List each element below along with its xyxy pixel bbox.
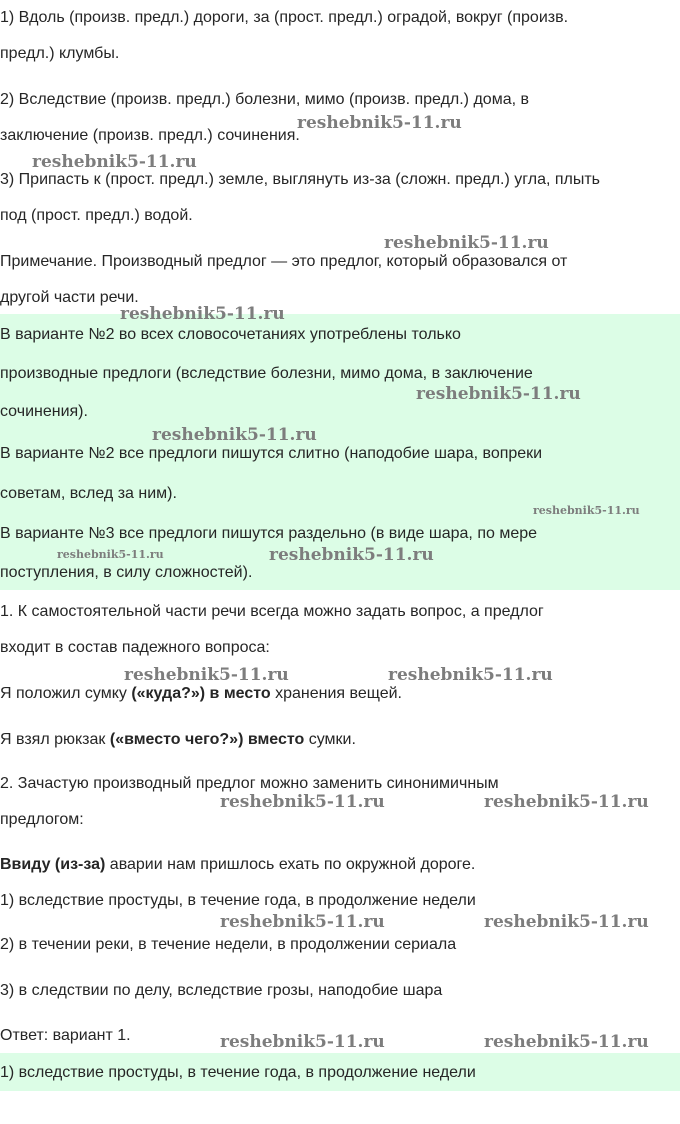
statement-3-line-2: поступления, в силу сложностей). [0, 564, 253, 581]
watermark: reshebnik5-11.ru [388, 665, 553, 685]
exercise-option-1-line-1: 1) Вдоль (произв. предл.) дороги, за (прост. предл.) оградой, вокруг (произв. [0, 9, 569, 26]
example-1 [0, 684, 402, 704]
statement-3-line-1: В варианте №3 все предлоги пишутся раздельно (в виде шара, по мере [0, 525, 538, 542]
watermark: reshebnik5-11.ru [220, 792, 385, 812]
note-line-2: другой части речи. [0, 289, 139, 306]
example-3 [0, 855, 475, 875]
watermark: reshebnik5-11.ru [484, 792, 649, 812]
watermark: reshebnik5-11.ru [120, 304, 285, 324]
watermark: reshebnik5-11.ru [124, 665, 289, 685]
watermark: reshebnik5-11.ru [57, 548, 164, 561]
example-2-bold: («вместо чего?») вместо [109, 731, 305, 748]
question-option-1: 1) вследствие простуды, в течение года, в продолжение недели [0, 892, 476, 909]
exercise-option-3-line-2: под (прост. предл.) водой. [0, 207, 193, 224]
rule-1-line-1: 1. К самостоятельной части речи всегда можно задать вопрос, а предлог [0, 603, 544, 620]
example-1-pre: Я положил сумку [0, 685, 132, 702]
example-3-bold: Ввиду (из-за) [0, 856, 106, 873]
statement-2-line-2: советам, вслед за ним). [0, 485, 177, 502]
example-1-bold: («куда?») в место [131, 685, 271, 702]
exercise-option-3-line-1: 3) Припасть к (прост. предл.) земле, выглянуть из-за (сложн. предл.) угла, плыть [0, 171, 601, 188]
rule-2-line-1: 2. Зачастую производный предлог можно заменить синонимичным [0, 775, 499, 792]
rule-2-line-2: предлогом: [0, 811, 84, 828]
question-option-2: 2) в течении реки, в течение недели, в продолжении сериала [0, 936, 457, 953]
rule-1-line-2: входит в состав падежного вопроса: [0, 639, 270, 656]
question-option-3: 3) в следствии по делу, вследствие грозы, наподобие шара [0, 982, 443, 999]
note-line-1: Примечание. Производный предлог — это предлог, который образовался от [0, 253, 568, 270]
answer-highlight [0, 1053, 680, 1091]
exercise-option-2-line-1: 2) Вследствие (произв. предл.) болезни, мимо (произв. предл.) дома, в [0, 91, 529, 108]
example-2-pre: Я взял рюкзак [0, 731, 110, 748]
statement-1-line-2: производные предлоги (вследствие болезни, мимо дома, в заключение [0, 365, 533, 382]
watermark: reshebnik5-11.ru [416, 384, 581, 404]
exercise-option-2-line-2: заключение (произв. предл.) сочинения. [0, 127, 300, 144]
watermark: reshebnik5-11.ru [484, 1032, 649, 1052]
answer-highlight-text: 1) вследствие простуды, в течение года, в продолжение недели [0, 1064, 476, 1081]
watermark: reshebnik5-11.ru [484, 912, 649, 932]
watermark: reshebnik5-11.ru [220, 912, 385, 932]
watermark: reshebnik5-11.ru [32, 152, 197, 172]
example-1-post: хранения вещей. [270, 685, 402, 702]
example-3-post: аварии нам пришлось ехать по окружной дороге. [105, 856, 476, 873]
watermark: reshebnik5-11.ru [384, 233, 549, 253]
watermark: reshebnik5-11.ru [152, 425, 317, 445]
watermark: reshebnik5-11.ru [269, 545, 434, 565]
example-2 [0, 730, 356, 750]
statement-1-line-1: В варианте №2 во всех словосочетаниях употреблены только [0, 326, 461, 343]
answer-text: Ответ: вариант 1. [0, 1027, 131, 1044]
statement-1-line-3: сочинения). [0, 403, 88, 420]
watermark: reshebnik5-11.ru [220, 1032, 385, 1052]
watermark: reshebnik5-11.ru [297, 113, 462, 133]
example-2-post: сумки. [304, 731, 356, 748]
exercise-option-1-line-2: предл.) клумбы. [0, 45, 120, 62]
watermark: reshebnik5-11.ru [533, 504, 640, 517]
statement-2-line-1: В варианте №2 все предлоги пишутся слитно (наподобие шара, вопреки [0, 445, 543, 462]
